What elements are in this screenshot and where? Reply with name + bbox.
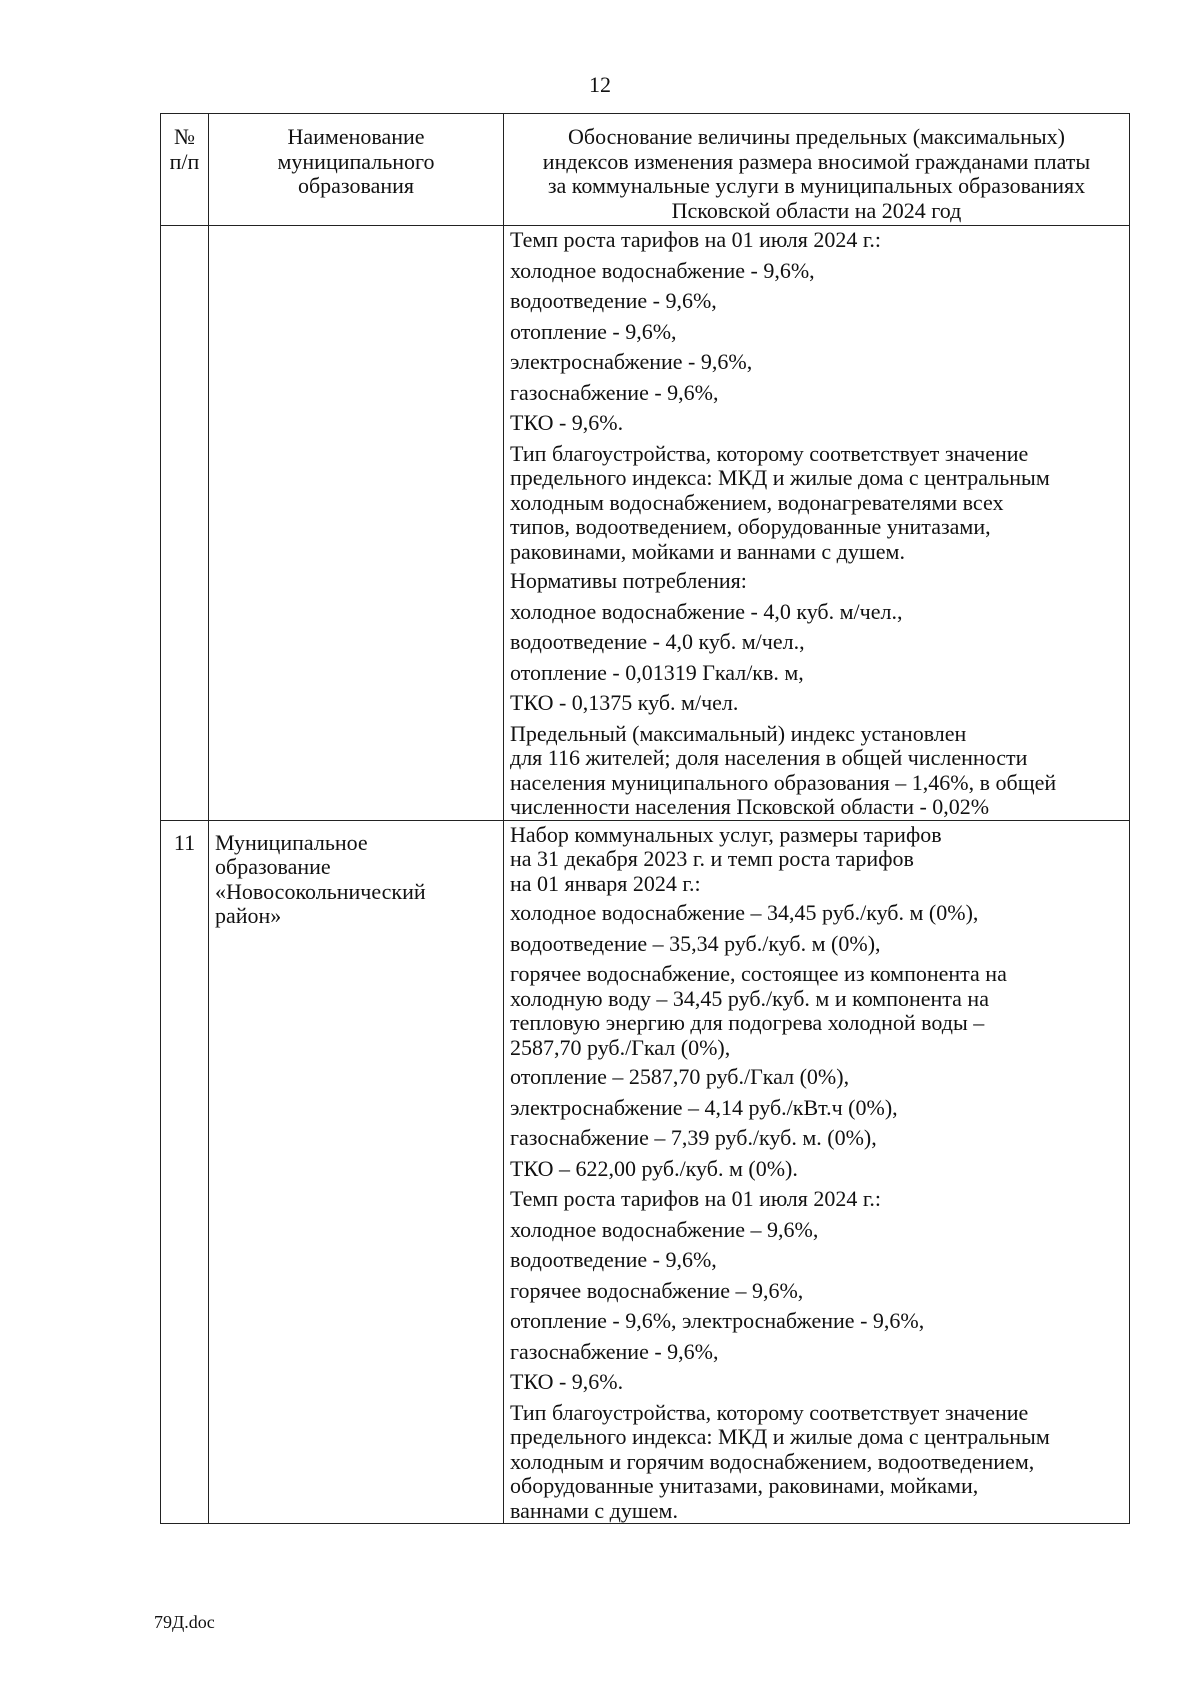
header-num-text: № п/п (169, 124, 200, 174)
table-row (161, 820, 1130, 1524)
header-name-text: Наименование муниципального образования (277, 124, 435, 198)
justification-item: Тип благоустройства, которому соответствует значение предельного индекса: МКД и жилые дома с центральным холодным водоснабжением, водонагревателями всех типов, водоотведением, оборудованные унитазами, раковинами, мойками и ваннами с душем. (510, 440, 1050, 564)
footer-filename: 79Д.doc (154, 1612, 215, 1632)
justification-item: газоснабжение - 9,6%, (510, 1338, 719, 1364)
row-justification (504, 226, 1130, 821)
justification-item: Предельный (максимальный) индекс установлен для 116 жителей; доля населения в общей численности населения муниципального образования – 1,46%, в общей численности населения Псковской области - 0,02% (510, 720, 1057, 819)
header-justification (504, 114, 1130, 226)
justification-item: Набор коммунальных услуг, размеры тарифов на 31 декабря 2023 г. и темп роста тарифов на 01 января 2024 г.: (510, 821, 942, 896)
justification-item: отопление - 9,6%, (510, 318, 677, 344)
justification-item: ТКО - 9,6%. (510, 1369, 624, 1394)
row-num: 11 (161, 820, 209, 1524)
justification-item: Тип благоустройства, которому соответствует значение предельного индекса: МКД и жилые дома с центральным холодным и горячим водоснабжением, водоотведением, оборудованные унитазами, раковинами, мойками, ваннами с душем. (510, 1399, 1050, 1523)
header-name (209, 114, 504, 226)
page-number: 12 (589, 72, 611, 97)
justification-items (510, 823, 1123, 1524)
justification-item: отопление - 0,01319 Гкал/кв. м, (510, 659, 804, 685)
justification-item: Темп роста тарифов на 01 июля 2024 г.: (510, 227, 882, 252)
justification-item: водоотведение - 9,6%, (510, 1247, 717, 1272)
justification-item: ТКО - 9,6%. (510, 410, 624, 435)
justification-item: горячее водоснабжение – 9,6%, (510, 1277, 804, 1303)
header-num (161, 114, 209, 226)
justification-item: горячее водоснабжение, состоящее из компонента на холодную воду – 34,45 руб./куб. м и компонента на тепловую энергию для подогрева холодной воды – 2587,70 руб./Гкал (0%), (510, 961, 1007, 1060)
justification-item: холодное водоснабжение - 4,0 куб. м/чел., (510, 598, 903, 624)
justification-item: холодное водоснабжение – 9,6%, (510, 1216, 819, 1242)
justification-item: Нормативы потребления: (510, 568, 747, 593)
justification-item: газоснабжение – 7,39 руб./куб. м. (0%), (510, 1125, 877, 1150)
justification-item: холодное водоснабжение - 9,6%, (510, 257, 815, 283)
justification-item: Темп роста тарифов на 01 июля 2024 г.: (510, 1186, 882, 1211)
justification-item: отопление - 9,6%, электроснабжение - 9,6%, (510, 1308, 925, 1333)
row-name (209, 820, 504, 1524)
justification-item: отопление – 2587,70 руб./Гкал (0%), (510, 1064, 850, 1089)
row-name-text: Муниципальное образование «Новосокольнический район» (215, 829, 426, 928)
row-name (209, 226, 504, 821)
justification-item: водоотведение - 9,6%, (510, 288, 717, 313)
row-justification (504, 820, 1130, 1524)
table-header-row (161, 114, 1130, 226)
row-num (161, 226, 209, 821)
justification-item: газоснабжение - 9,6%, (510, 379, 719, 405)
justification-item: водоотведение - 4,0 куб. м/чел., (510, 629, 805, 654)
justification-item: водоотведение – 35,34 руб./куб. м (0%), (510, 930, 881, 956)
justification-item: электроснабжение – 4,14 руб./кВт.ч (0%), (510, 1094, 898, 1120)
tariff-table (160, 113, 1130, 1524)
justification-item: ТКО – 622,00 руб./куб. м (0%). (510, 1155, 798, 1181)
justification-items (510, 228, 1123, 820)
justification-item: холодное водоснабжение – 34,45 руб./куб. м (0%), (510, 900, 979, 925)
header-justification-text: Обоснование величины предельных (максимальных) индексов изменения размера вносимой гражданами платы за коммунальные услуги в муниципальных образованиях Псковской области на 2024 год (542, 124, 1091, 223)
justification-item: ТКО - 0,1375 куб. м/чел. (510, 690, 739, 715)
justification-item: электроснабжение - 9,6%, (510, 349, 753, 374)
table-row (161, 226, 1130, 821)
